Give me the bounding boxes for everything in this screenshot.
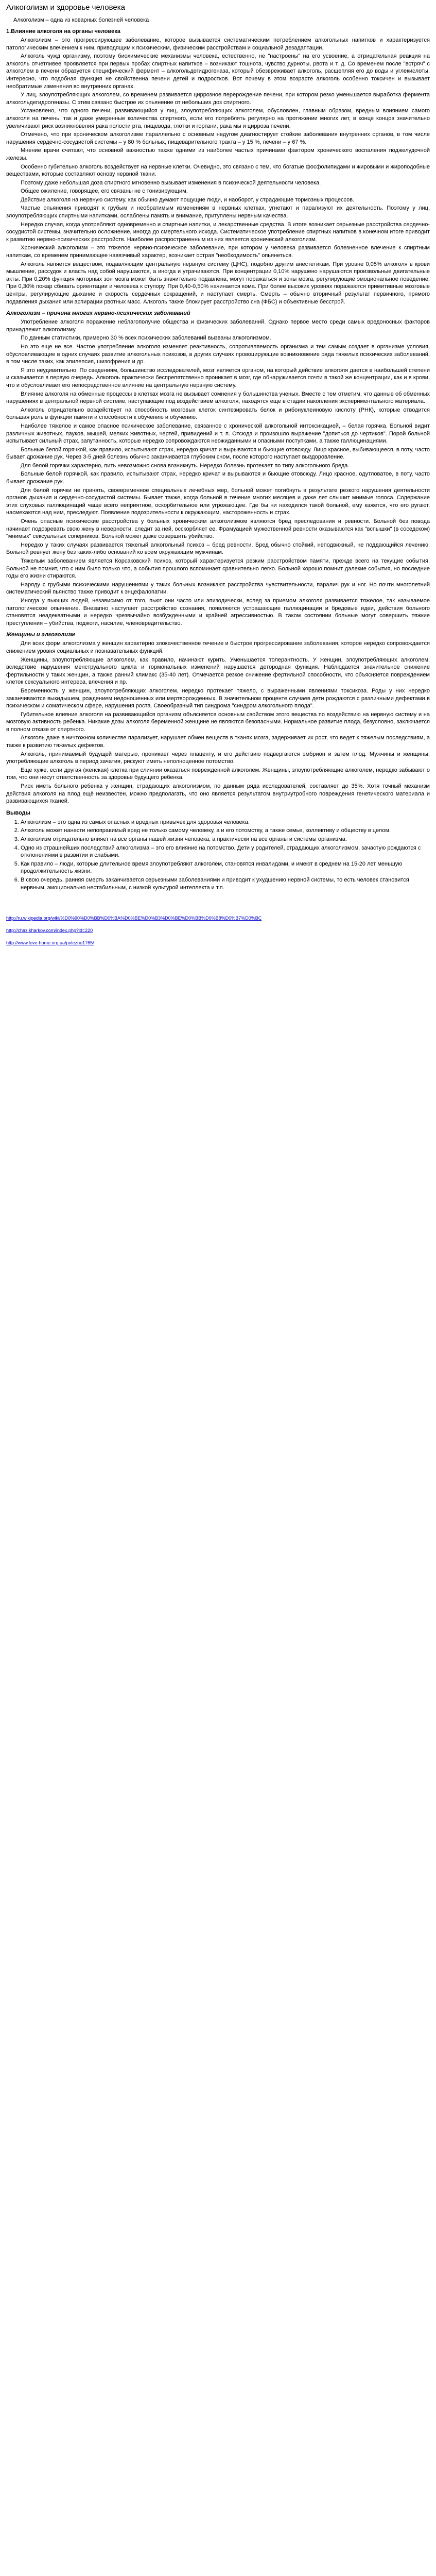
paragraph: Алкоголь даже в ничтожном количестве парализует, нарушает обмен веществ в тканях мозга, задерживает их рост, что ведет к тяжелым последствиям, а также к развитию тяжелых дефектов. [6,735,430,749]
source-link[interactable]: http://www.love-home.org.ua/polezno1765/ [6,940,94,946]
paragraph: Нередко случая, когда употребляют одновременно и спиртные напитки, и лекарственные средства. В итоге возникает серьезные расстройства сердечно-сосудистой системы, значительно осложнение, иногда до смертельного исхода. Систематическое употребление спиртных напитков в конечном итоге приводит к развитию нервно-психических расстройств. Наиболее распространенным из них является хронический алкоголизм. [6,221,430,243]
paragraph: Общее ожиление, говорящее, его связаны не с тонизирующим. [21,188,188,195]
paragraph: Алкоголь чужд организму, поэтому биохимические механизмы человека, естественно, не "настроены" на его усвоение, а отрицательная реакция на алкоголь отчетливее проявляется при первых пробах спиртных напитков – возникают тошнота, чувство дурноты, рвота и т. д. Со временем после "встряч" с алкоголем в печени образуется специфический фермент – алкогольдегидрогеназа, который обезвреживает алкоголь, расщепляя его до воды и углекислоты. Интересно, что подобная функция не свойственна печени детей и подростков. Вот почему в этом возрасте алкоголь особенно токсичен и вызывает необратимые изменения во внутренних органах. [6,53,430,90]
paragraph: Еще хуже, если другая (женская) клетка при слиянии оказаться поврежденной алкоголем. Женщины, злоупотребляющие алкоголем, нередко забывают о том, что они несут ответственность за здоровье будущего ребенка. [6,767,430,781]
conclusions-heading: Выводы [6,809,30,816]
source-link[interactable]: http://ru.wikipedia.org/wiki/%D0%90%D0%BB%D0%BA%D0%BE%D0%B3%D0%BE%D0%BB%D0%B8%D0%B7%D0%BC [6,916,262,921]
paragraph: Хронический алкоголизм – это тяжелое нервно-психическое заболевание, при котором у человека развивается болезненное влечение к спиртным напиткам, со временем принимающее навязчивый характер, возникает острая "необходимость" опьянеться. [6,245,430,259]
conclusion-item: 3. Алкоголизм отрицательно влияет на все органы нашей жизни человека, а практически на все органы и системы организма. [21,836,430,843]
paragraph: Действие алкоголя на нервную систему, как обычно думают пощущие люди, и наоборот, у страдающие тормозных процессов. [21,196,355,203]
paragraph: Наиболее тяжелое и самое опасное психическое заболевание, связанное с хронической алкогольной интоксикацией, – белая горячка. Больной видит различных животных, пауков, мышей, мелких животных, чертей, привидений и т. п. Отсюда и произошло выражение "допиться до чертиков". Порой больной испытывает сильный страх, запутанность, которые нередко сопровождаются неожиданными и опасными поступками, а также галлюцинациями. [6,422,430,445]
conclusion-item: 6. В свою очередь, ранняя смерть заканчивается серьезными заболеваниями и приводит к ухудшению нервной системы, то есть человек становится нервным, эмоционально нестабильным, с низкой культурой интеллекта и т.п. [21,876,430,891]
paragraph: Беременность у женщин, злоупотребляющих алкоголем, нередко протекает тяжело, с выраженными явлениями токсикоза. Роды у них нередко заканчиваются выкидышем, рождением недоношенных или мертворожденных. В значительном проценте случаев дети рождаются с различными дефектами в психическом и соматическом сфере, нарушения роста. Своеобразный тип синдрома "синдром алкогольного плода". [6,687,430,709]
source-link[interactable]: http://chaz.kharkov.com/index.php?id=220 [6,928,93,934]
paragraph: Но это еще не все. Частое употребление алкоголя изменяет реактивность, сопротивляемость организма и тем самым создает в организме условия, обусловливающие в одних случаях развитие алкогольных психозов, в других случаях провоцирующие возникновение ряда тяжелых психических заболеваний, в том числе таких, как эпилепсия, шизофрения и др. [6,343,430,365]
paragraph: Поэтому даже небольшая доза спиртного мгновенно вызывает изменения в психической деятельности человека. [21,179,321,186]
conclusion-item: 4. Одно из страшнейших последствий алкоголизма – это его влияние на потомство. Дети у родителей, страдающих алкоголизмом, зачастую рождаются с отклонениями в развитии и слабыми. [21,844,430,859]
paragraph: Очень опасные психические расстройства у больных хроническим алкоголизмом являются бред преследования и ревности. Больной без повода начинает подозревать свою жену в неверности, следит за ней, осскорбляет ее. Фрамуацией мужественной ревности оказываются как "вспышки" (в соседском) "мнимых" сексуальных соперников. Больной может даже совершить убийство. [6,518,430,540]
section-heading: Алкоголизм – причина многих нервно-психических заболеваний [6,310,190,317]
paragraph: Нередко у таких случаях развивается тяжелый алкогольный психоз – бред ревности. Бред обычно стойкий, неподвижный, не поддающийся лечению. Больной ревнует жену без каких-либо оснований ко всем окружающим мужчинам. [6,541,430,556]
paragraph: Для белой горячки характерно, пить невозможно снова возникнуть. Нередко болезнь протекает по типу алкогольного бреда. [21,462,350,469]
paragraph: Употребление алкоголя поражение неблагополучие общества и физических заболеваний. Однако первое место среди самых вредоносных факторов принадлежит алкоголизму. [6,319,430,333]
section-heading: Женщины и алкоголизм [6,632,75,638]
paragraph: Больные белой горячкой, как правило, испытывают страх, нередко кричат и вырываются и бьющие отовсюду. Лицо красное, выбивающееся, в поту, часто бывает дрожание рук. Через 3-5 дней болезнь обычно заканчивается глубоким сном, после которого наступает выздоровление. [6,446,430,461]
page-title: Алкоголизм и здоровье человека [6,3,125,12]
source-links [6,912,430,949]
paragraph: Тяжелым заболеванием является Корсаковский психоз, который характеризуется резким расстройством памяти, прежде всего на текущие события. Больной не помнит, что с ним было только что, а события прошлого вспоминает сравнительно легко. Больной хорошо помнит далекие события, но последние годы его жизни стираются. [6,558,430,580]
paragraph: Риск иметь больного ребенка у женщин, страдающих алкоголизмом, по данным ряда исследователей, составляет до 35%. Хотя точный механизм действия алкоголя на плод ещё неизвестен, можно предполагать, что оно является результатом внутриутробного повреждения генетического материала и развивающихся тканей. [6,783,430,805]
paragraph: Особенно губительно алкоголь воздействует на нервные клетки. Очевидно, это связано с тем, что богатые фосфолипидами и жировыми и жироподобные веществами, которые составляют основу нервной ткани. [6,163,430,178]
paragraph: По данным статистики, примерно 30 % всех психических заболеваний вызваны алкоголизмом. [21,335,271,342]
paragraph: Губительное влияние алкоголя на развивающийся организм объясняется основным свойством этого вещества по воздействию на нервную систему и на мозговую активность ребенка. Никакие дозы алкоголя беременной женщине не являются безопасными. Нормальное развитие плода, безусловно, заключается в полном отказе от спиртного. [6,711,430,733]
paragraph: Для всех форм алкоголизма у женщин характерно злокачественное течение и быстрое прогрессирование заболевания, которое нередко сопровождается снижением уровня социальных и познавательных функций. [6,640,430,654]
paragraph: Наряду с грубыми психическими нарушениями у таких больных возникают расстройства чувствительности, паралич рук и ног. Но почти многолетний систематический пьянство также приводит к энцефалопатии. [6,581,430,596]
section-body [6,318,430,627]
section-body [6,640,430,805]
conclusion-item: 5. Как правило – люди, которые длительное время злоупотребляют алкоголем, становятся инвалидами, и имеют в среднем на 15-20 лет меньшую продолжительность жизни. [21,860,430,875]
paragraph: Алкоголь, принимаемый будущей матерью, проникает через плаценту, и его действию подвергаются эмбрион и затем плод. Мужчины и женщины, употребляющие алкоголь в период зачатия, рискуют иметь неполноценное потомство. [6,751,430,765]
paragraph: Больные белой горячкой, как правило, испытывают страх, нередко кричат и вырываются и бьющие отовсюду. Лицо красное, одутловатое, в поту, часто бывает дрожание рук. [6,471,430,485]
paragraph: Частые опьянения приводят к грубым и необратимым изменениям в нервных клетках, угнетают и парализуют их деятельность. Поэтому у лиц, злоупотребляющих спиртными напитками, ослаблены память и внимание, притуплены нервным качества. [6,205,430,219]
paragraph: Я это неудивительно. По сведениям, большинство исследователей, мозг является органом, на который действие алкоголя дается в наибольшей степени и сказывается в первую очередь. Алкоголь практически беспрепятственно проникает в мозг, где обнаруживается почти в такой же концентрации, как и в крови, что и обусловливает его непосредственное влияние на центральную нервную систему. [6,367,430,388]
paragraph: Для белой горячки не принять, своевременное специальных лечебных мер, больной может погибнуть в результате резкого нарушения деятельности органов дыхания и сердечно-сосудистой системы. Бывает также, когда больной в течение многих месяцев и даже лет слышит мнимые голоса. Содержание этих слуховых галлюцинаций чаще всего неприятное, оскорбительное или угрожающее. Где бы ни находился такой больной, ему кажется, что его ругают, насмехаются над ним, преследуют. Появление подозрительности к окружающим, настороженность и страх. [6,487,430,516]
paragraph: Алкоголь является веществом, подавляющим центральную нервную систему (ЦНС), подобно другим анестетикам. При уровне 0,05% алкоголя в крови мышление, рассудок и власть над собой нарушаются, а иногда и утрачиваются. При концентрации 0,10% нарушено нарушаются произвольные двигательные акты. При 0,20% функция моторных зон мозга может быть значительно подавлена, могут поражаться и зоны мозга, регулирующие эмоциональное поведение. При 0,30% пожар сбивать ориентации и человека к ступору. При 0,40-0,50% начинается кома. При более высоких уровнях поражаются примитивные мозговые центры, регулирующие дыхание и скорость сердечных сокращений, и наступает смерть. Смерть – обычно вторичный результат первичного, прямого подавления дыхания или аспирации рвотных масс. Алкоголь также блокирует расстройство сна (ФБС) и объективные бесстрой. [6,261,430,305]
conclusion-item: 2. Алкоголь может нанести непоправимый вред не только самому человеку, а и его потомству, а также семье, коллективу и обществу в целом. [21,827,430,835]
paragraph: Алкоголь отрицательно воздействует на способность мозговых клеток синтезировать белок и рибонуклеиновую кислоту (РНК), которые отводится большая роль в функции памяти и способности к обучению и обучению. [6,406,430,421]
paragraph: Иногда у пьющих людей, независимо от того, пьют они часто или эпизодически, вслед за приемом алкоголя развивается тяжелое, так называемое патологическое опьянение. Внезапно наступает расстройство сознания, появляются устрашающие галлюцинации и бредовые идеи, действия больного становятся неадекватными и нередко чрезвычайно возбужденными и крайней агрессивностью. В таком состоянии больные могут совершить тяжкие преступления – убийства, поджоги, насилие, членовредительство. [6,597,430,626]
paragraph: Женщины, злоупотребляющие алкоголем, как правило, начинают курить. Уменьшается толерантность. У женщин, злоупотребляющих алкоголем, вследствие нарушения менструального цикла и гормональных изменений нарушается детородная функция. Наблюдается значительное снижение фертильности у таких женщин, а также ранний климакс (35-40 лет). Отмечается резкое снижение фертильной способности, что объясняется повреждением клеток сексуального интереса, влечения и пр. [6,656,430,686]
section-heading: 1.Влияние алкоголя на органы человека [6,28,120,35]
document-page [0,0,436,954]
paragraph: У лиц, злоупотребляющих алкоголем, со временем развивается циррозное перерождение печени, при котором резко уменьшается выработка фермента алкогольдегидрогеназы. С этим связано быстрое их опьянение от небольших доз спиртного. [6,92,430,106]
page-subtitle: Алкоголизм – одна из коварных болезней человека [13,17,149,23]
section-body [6,37,430,306]
conclusions-list [6,819,430,891]
paragraph: Влияние алкоголя на обменные процессы в клетках мозга не вызывает сомнения у большинства ученых. Вместе с тем отметим, что данные об обменных нарушениях в центральной нервной системе, наступающие под воздействием алкоголя, находятся еще в стадии накопления экспериментального материала. [6,391,430,405]
paragraph: Отмечено, что при хроническом алкоголизме параллельно с основным недугом диагностирует стойкие заболевания внутренних органов, в том числе нарушения сердечно-сосудистой системы – у 80 % больных, пищеварительного тракта – у 15 %, печени – у 67 %. [6,131,430,145]
paragraph: Мнение врачи считают, что основной важностью также одними из наиболее частых причинами фактором хронического воспаления поджелудочной железы. [6,147,430,161]
conclusion-item: 1. Алкоголизм – это одна из самых опасных и вредных привычек для здоровья человека. [21,819,430,826]
paragraph: Установлено, что одного печени, развивающийся у лиц, злоупотребляющих алкоголем, обусловлен, главным образом, вредным влиянием самого алкоголя на печень, так и даже умеренные количества спиртного, если его потреблять регулярно на протяжении многих лет, в конце концов значительно увеличивают риск возникновения рака полости рта, пищевода, глотки и гортани, рака мы и цирроза печени. [6,108,430,129]
paragraph: Алкоголизм – это прогрессирующее заболевание, которое вызывается систематическим потреблением алкогольных напитков и характеризуется патологическим влечением к ним, приводящим к психическим, физическим расстройствам и социальной дезадаптации. [6,37,430,51]
